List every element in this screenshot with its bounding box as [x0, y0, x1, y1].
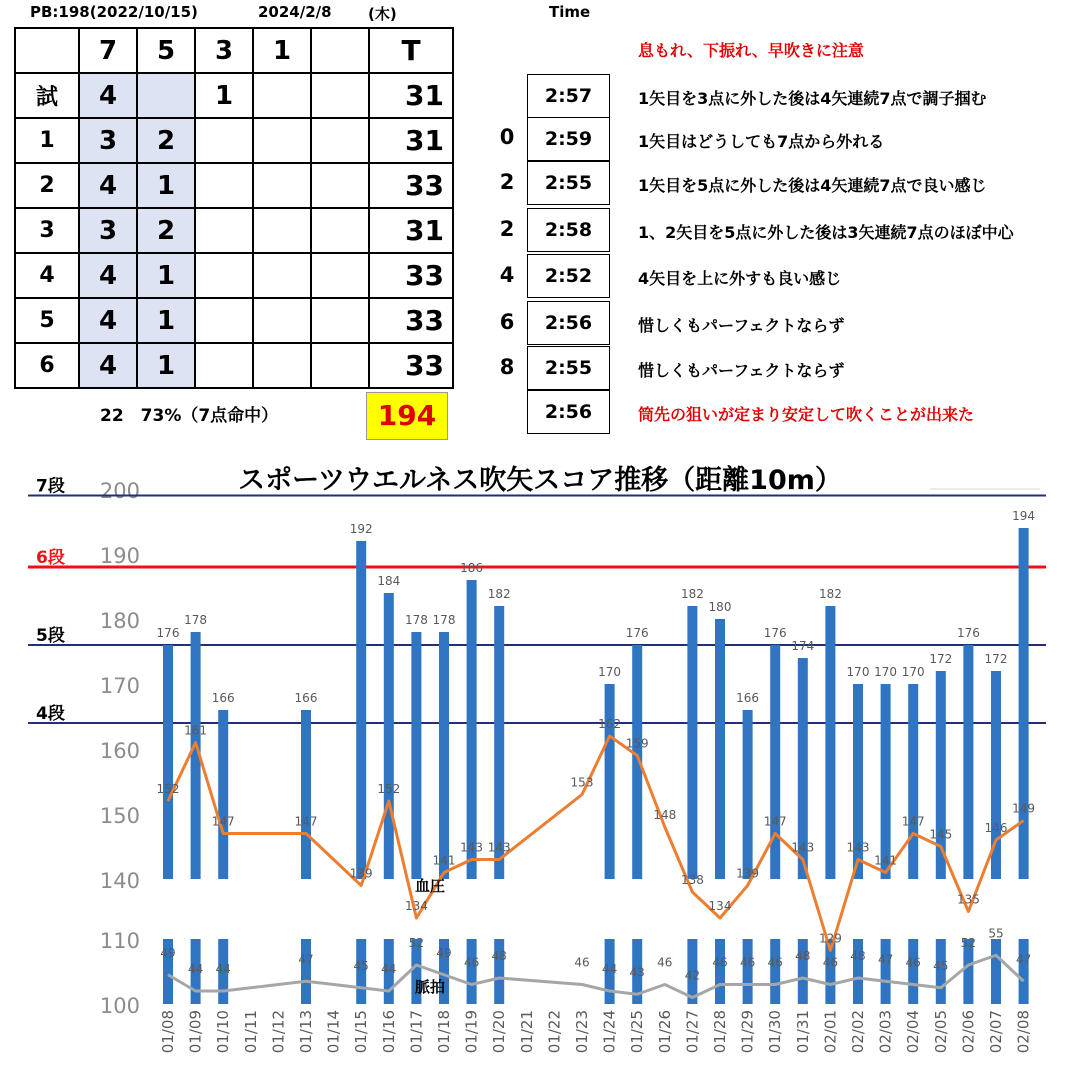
pulse-series-line	[168, 955, 1024, 997]
table-cell: 2	[137, 118, 195, 163]
score-label: 166	[211, 691, 235, 705]
table-cell	[253, 298, 311, 343]
x-tick-label: 01/20	[490, 1010, 509, 1054]
round-time: 2:56	[527, 301, 610, 345]
bp-series-line	[168, 736, 1024, 951]
x-tick-label: 01/19	[462, 1010, 481, 1054]
table-cell	[195, 208, 253, 253]
bp-label: 139	[736, 866, 760, 881]
table-cell: 33	[369, 163, 453, 208]
score-bar-lower	[715, 939, 725, 1004]
round-time: 2:59	[527, 117, 610, 161]
pulse-label: 52	[408, 936, 425, 950]
pulse-label: 48	[850, 949, 866, 963]
x-tick-label: 01/12	[269, 1010, 288, 1054]
bp-label: 146	[984, 821, 1008, 835]
y-tick-label: 160	[99, 739, 140, 763]
personal-best: PB:198(2022/10/15)	[30, 3, 198, 21]
score-bar-lower	[1019, 939, 1029, 1004]
table-cell: 33	[369, 343, 453, 388]
pulse-label: 46	[767, 955, 783, 970]
x-tick-label: 02/05	[931, 1010, 950, 1054]
score-bar	[1019, 528, 1029, 879]
x-tick-label: 02/08	[1014, 1010, 1033, 1054]
bp-label: 149	[1012, 801, 1036, 816]
y-tick-label: 180	[99, 609, 140, 633]
table-row	[15, 253, 453, 298]
table-cell: 4	[79, 73, 137, 118]
score-label: 176	[156, 626, 180, 640]
score-label: 192	[349, 522, 373, 536]
header-cell: 1	[253, 28, 311, 73]
y-tick-label: 140	[99, 869, 140, 893]
round-time: 2:55	[527, 346, 610, 390]
table-cell: 1	[137, 163, 195, 208]
dan-level-label: 6段	[36, 548, 65, 568]
score-bar	[411, 632, 421, 879]
score-label: 194	[1012, 509, 1036, 523]
round-note: 惜しくもパーフェクトならず	[638, 361, 845, 380]
table-cell: 3	[79, 118, 137, 163]
top-note: 息もれ、下振れ、早吹きに注意	[638, 41, 864, 60]
table-cell: 3	[79, 208, 137, 253]
x-tick-label: 01/28	[711, 1010, 729, 1054]
pulse-label: 46	[574, 955, 590, 970]
x-tick-label: 01/26	[655, 1010, 674, 1054]
table-cell	[195, 163, 253, 208]
table-cell: 試	[15, 73, 79, 118]
chart-title: スポーツウエルネス吹矢スコア推移（距離10m）	[238, 465, 842, 496]
round-time: 2:55	[527, 161, 610, 205]
bp-label: 147	[211, 814, 235, 829]
pulse-label: 44	[381, 962, 397, 976]
pulse-label: 52	[960, 936, 977, 950]
round-time: 2:58	[527, 208, 610, 252]
table-cell	[253, 163, 311, 208]
dan-level-label: 4段	[36, 704, 65, 724]
table-cell	[311, 163, 369, 208]
score-bar-lower	[881, 939, 891, 1004]
score-bar	[963, 645, 973, 879]
table-cell: 1	[15, 118, 79, 163]
pulse-label: 47	[1015, 952, 1032, 967]
table-row	[15, 163, 453, 208]
bp-label: 141	[874, 853, 898, 868]
score-bar-lower	[908, 939, 918, 1004]
table-row	[15, 118, 453, 163]
table-cell	[253, 73, 311, 118]
score-bar-lower	[743, 939, 753, 1004]
bp-label: 135	[956, 892, 980, 907]
table-cell: 5	[15, 298, 79, 343]
score-label: 176	[763, 626, 787, 640]
score-label: 170	[874, 665, 898, 679]
score-label: 166	[294, 691, 318, 705]
score-label: 182	[680, 587, 704, 601]
score-bar-lower	[770, 939, 780, 1004]
bp-label: 143	[791, 840, 815, 855]
pulse-label: 48	[795, 949, 811, 963]
x-tick-label: 01/16	[379, 1010, 398, 1054]
table-cell	[311, 253, 369, 298]
x-tick-label: 02/01	[821, 1010, 840, 1054]
table-cell	[195, 343, 253, 388]
pulse-label: 46	[712, 955, 728, 970]
score-bar	[467, 580, 477, 879]
bp-label: 148	[653, 808, 677, 822]
round-count: 8	[499, 355, 515, 379]
x-tick-label: 01/15	[352, 1010, 371, 1054]
x-tick-label: 01/25	[628, 1010, 647, 1054]
bp-label: 153	[570, 775, 594, 790]
x-tick-label: 01/09	[186, 1010, 205, 1054]
round-note: 1矢目を5点に外した後は4矢連続7点で良い感じ	[638, 176, 987, 195]
session-weekday: (木)	[368, 5, 397, 23]
score-bar	[384, 593, 394, 879]
round-time: 2:57	[527, 74, 610, 118]
score-bar	[825, 606, 835, 879]
pulse-label: 44	[601, 962, 618, 976]
score-bar	[743, 710, 753, 879]
bp-label: 141	[432, 853, 456, 868]
round-count: 0	[499, 125, 515, 149]
table-cell: 31	[369, 118, 453, 163]
y-tick-label: 110	[99, 929, 140, 953]
dan-level-label: 5段	[36, 626, 65, 646]
pulse-label: 46	[739, 955, 756, 970]
pulse-label: 47	[877, 952, 894, 967]
x-tick-label: 01/10	[214, 1010, 233, 1054]
x-tick-label: 01/18	[435, 1010, 453, 1054]
bp-label: 134	[404, 899, 428, 913]
score-bar	[301, 710, 311, 879]
table-cell	[311, 298, 369, 343]
table-cell: 31	[369, 208, 453, 253]
bp-label: 152	[377, 782, 401, 796]
score-label: 182	[818, 587, 842, 601]
y-tick-label: 170	[99, 674, 140, 698]
round-count: 4	[499, 263, 515, 287]
round-note: 1矢目を3点に外した後は4矢連続7点で調子掴む	[638, 89, 987, 108]
bp-label: 152	[156, 782, 180, 796]
pulse-label: 46	[905, 955, 921, 970]
score-label: 186	[460, 561, 484, 575]
score-bar	[605, 684, 615, 879]
table-cell: 33	[369, 253, 453, 298]
table-row	[15, 343, 453, 388]
score-label: 166	[736, 691, 760, 705]
score-label: 184	[377, 574, 401, 588]
y-tick-label: 100	[99, 994, 140, 1018]
table-cell: 1	[195, 73, 253, 118]
x-tick-label: 02/03	[876, 1010, 895, 1054]
bp-label: 162	[598, 717, 622, 731]
x-tick-label: 01/24	[600, 1010, 619, 1054]
score-bar	[908, 684, 918, 879]
x-tick-label: 01/22	[545, 1010, 564, 1054]
header-cell	[311, 28, 369, 73]
score-trend-chart	[0, 445, 1080, 1080]
bp-label: 159	[625, 736, 649, 751]
score-bar	[163, 645, 173, 879]
score-bar	[881, 684, 891, 879]
round-note: 1、2矢目を5点に外した後は3矢連続7点のほぼ中心	[638, 223, 1014, 242]
table-row	[15, 73, 453, 118]
table-cell: 4	[15, 253, 79, 298]
score-bar	[494, 606, 504, 879]
x-tick-label: 01/21	[517, 1010, 536, 1054]
y-tick-label: 190	[99, 544, 140, 568]
table-cell	[311, 343, 369, 388]
dan-level-label: 7段	[36, 476, 65, 497]
x-tick-label: 01/31	[793, 1010, 812, 1054]
pulse-label: 48	[491, 949, 507, 963]
bp-label: 145	[929, 827, 953, 842]
table-cell	[195, 118, 253, 163]
score-label: 178	[432, 613, 456, 627]
table-cell: 1	[137, 298, 195, 343]
bp-label: 147	[294, 814, 318, 829]
score-bar	[715, 619, 725, 879]
y-tick-label: 150	[99, 804, 140, 828]
table-cell: 6	[15, 343, 79, 388]
score-label: 182	[487, 587, 511, 601]
table-cell: 2	[137, 208, 195, 253]
bp-label: 161	[184, 723, 208, 738]
score-label: 170	[901, 665, 925, 679]
score-label: 178	[184, 613, 208, 627]
x-tick-label: 02/04	[904, 1010, 923, 1054]
bp-label: 138	[680, 873, 704, 887]
table-cell: 31	[369, 73, 453, 118]
table-cell: 3	[15, 208, 79, 253]
table-cell: 1	[137, 253, 195, 298]
round-note: 筒先の狙いが定まり安定して吹くことが出来た	[638, 405, 975, 424]
x-tick-label: 02/02	[849, 1010, 867, 1054]
bp-label: 129	[818, 931, 842, 946]
round-time: 2:56	[527, 390, 610, 434]
table-cell	[253, 253, 311, 298]
score-bar-lower	[991, 939, 1001, 1004]
x-tick-label: 02/07	[987, 1010, 1005, 1054]
bp-label: 143	[460, 840, 484, 855]
score-table-header	[15, 28, 453, 73]
round-count: 6	[499, 310, 515, 334]
round-time: 2:52	[527, 254, 610, 298]
pulse-series-name: 脈拍	[414, 978, 446, 996]
table-row	[15, 208, 453, 253]
x-tick-label: 01/23	[573, 1010, 591, 1054]
score-label: 170	[846, 665, 870, 679]
table-cell: 4	[79, 343, 137, 388]
table-cell: 2	[15, 163, 79, 208]
x-tick-label: 01/27	[683, 1010, 702, 1054]
header-cell: T	[369, 28, 453, 73]
x-tick-label: 01/17	[407, 1010, 426, 1054]
table-cell	[137, 73, 195, 118]
time-label: Time	[549, 3, 591, 21]
bp-label: 143	[487, 840, 511, 855]
score-label: 172	[984, 652, 1008, 666]
x-tick-label: 01/13	[297, 1010, 315, 1054]
table-cell	[253, 208, 311, 253]
bp-label: 147	[901, 814, 925, 829]
header-cell: 3	[195, 28, 253, 73]
score-label: 176	[956, 626, 980, 640]
round-note: 1矢目はどうしても7点から外れる	[638, 132, 885, 151]
session-date: 2024/2/8	[258, 3, 332, 21]
score-bar	[218, 710, 228, 879]
score-bar-lower	[301, 939, 311, 1004]
table-cell: 4	[79, 298, 137, 343]
table-cell: 4	[79, 163, 137, 208]
pulse-label: 55	[988, 926, 1004, 941]
bp-label: 143	[846, 840, 870, 855]
table-cell	[311, 73, 369, 118]
table-cell	[195, 253, 253, 298]
score-table	[14, 27, 454, 389]
table-cell: 1	[137, 343, 195, 388]
header-cell: 5	[137, 28, 195, 73]
header-cell	[15, 28, 79, 73]
total-score: 194	[366, 392, 448, 440]
pulse-label: 44	[187, 962, 204, 976]
score-bar	[439, 632, 449, 879]
pulse-label: 44	[215, 962, 231, 976]
bp-label: 134	[708, 899, 732, 913]
score-label: 172	[929, 652, 953, 666]
y-tick-label: 200	[99, 479, 140, 503]
score-bar	[356, 541, 366, 879]
pulse-label: 43	[629, 965, 645, 980]
hit-rate-summary: 22 73%（7点命中）	[100, 406, 279, 426]
x-tick-label: 02/06	[959, 1010, 978, 1054]
pulse-label: 46	[657, 955, 673, 970]
pulse-label: 49	[436, 945, 452, 960]
pulse-label: 42	[684, 968, 701, 983]
header-cell: 7	[79, 28, 137, 73]
score-bar	[770, 645, 780, 879]
x-tick-label: 01/29	[738, 1010, 757, 1054]
table-cell	[311, 118, 369, 163]
x-tick-label: 01/14	[324, 1010, 343, 1054]
round-note: 4矢目を上に外すも良い感じ	[638, 269, 842, 288]
bp-label: 139	[349, 866, 373, 881]
table-cell	[253, 118, 311, 163]
round-count: 2	[499, 217, 515, 241]
pulse-label: 46	[822, 955, 839, 970]
score-label: 180	[708, 600, 732, 614]
pulse-label: 49	[160, 945, 176, 960]
table-cell: 4	[79, 253, 137, 298]
table-row	[15, 298, 453, 343]
round-note: 惜しくもパーフェクトならず	[638, 316, 845, 335]
pulse-label: 45	[353, 958, 369, 973]
round-count: 2	[499, 170, 515, 194]
pulse-label: 47	[298, 952, 314, 967]
score-bar	[687, 606, 697, 879]
score-label: 176	[625, 626, 649, 640]
score-label: 170	[598, 665, 622, 679]
x-tick-label: 01/30	[766, 1010, 785, 1054]
table-cell	[311, 208, 369, 253]
pulse-label: 46	[463, 955, 480, 970]
bp-label: 147	[763, 814, 787, 829]
table-cell	[195, 298, 253, 343]
score-bar-lower	[467, 939, 477, 1004]
pulse-label: 45	[933, 958, 949, 973]
bp-series-name: 血圧	[414, 877, 446, 895]
table-cell	[253, 343, 311, 388]
score-label: 178	[404, 613, 428, 627]
x-tick-label: 01/08	[159, 1010, 177, 1054]
x-tick-label: 01/11	[241, 1010, 260, 1054]
table-cell: 33	[369, 298, 453, 343]
score-label: 174	[791, 639, 815, 653]
